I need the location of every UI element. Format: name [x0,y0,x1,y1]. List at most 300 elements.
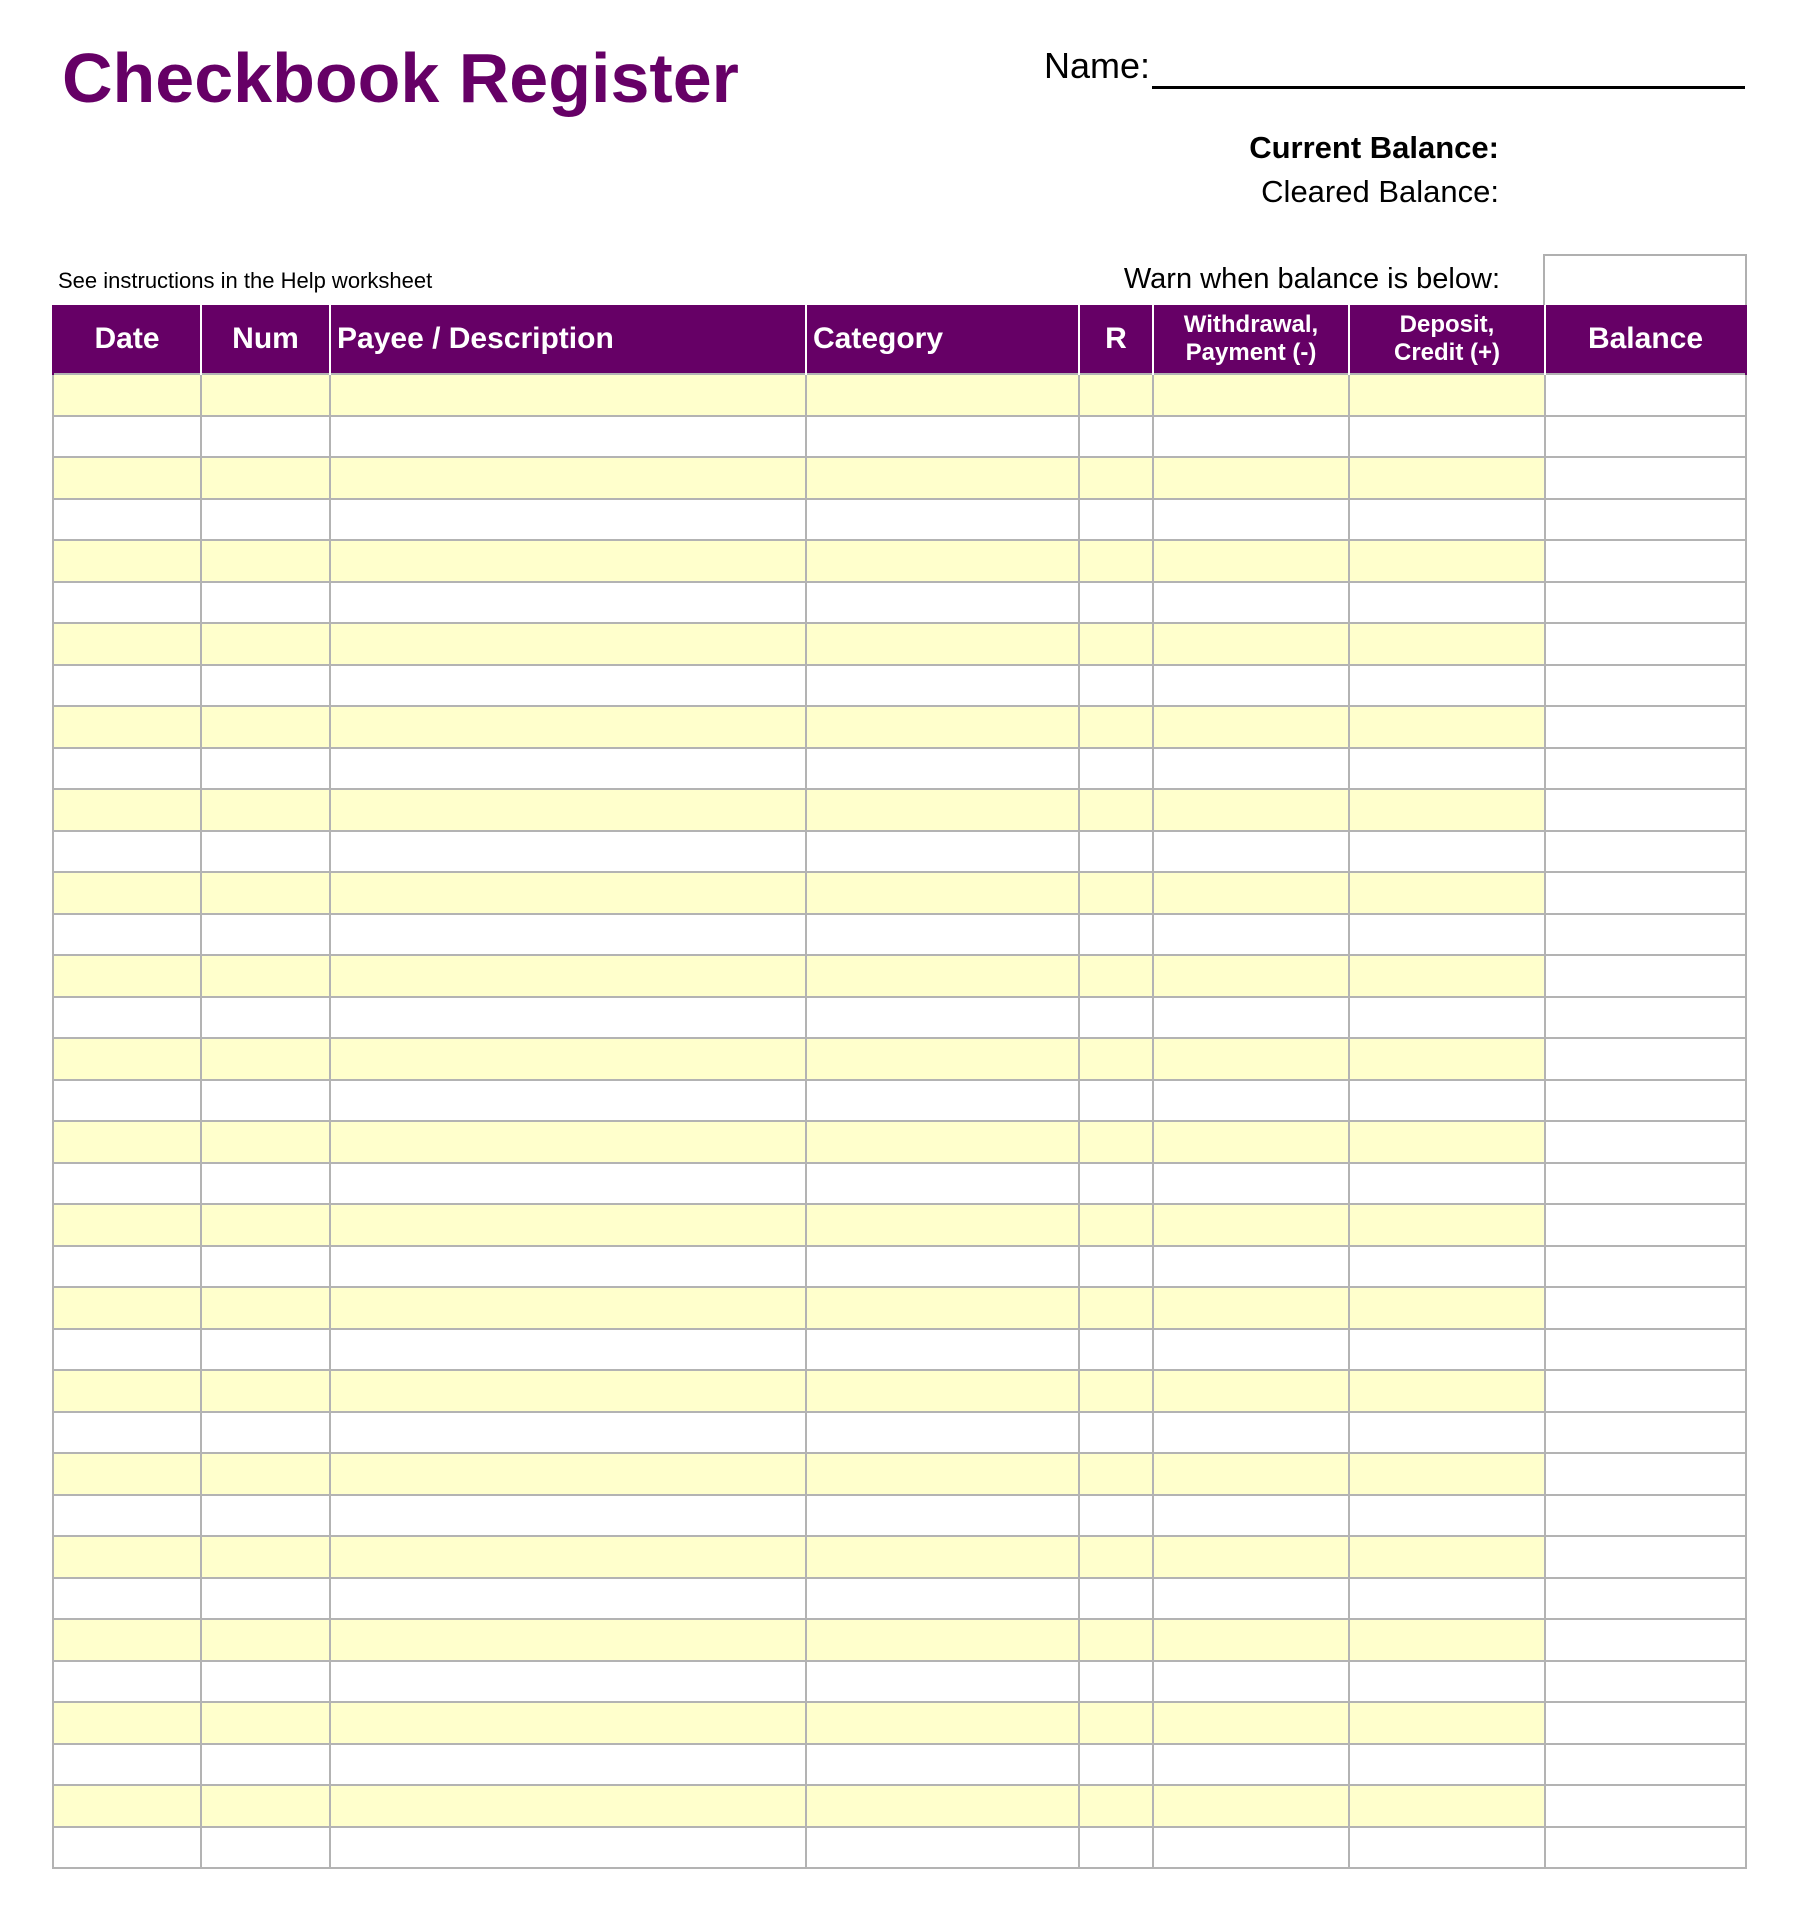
num-cell[interactable] [201,457,330,499]
withdrawal-cell[interactable] [1153,1453,1349,1495]
r-cell[interactable] [1079,1619,1153,1661]
deposit-cell[interactable] [1349,1702,1545,1744]
num-cell[interactable] [201,1204,330,1246]
table-row [53,914,1746,956]
deposit-cell[interactable] [1349,1827,1545,1869]
payee-cell[interactable] [330,1163,806,1205]
date-cell[interactable] [53,1412,201,1454]
r-cell[interactable] [1079,914,1153,956]
num-cell[interactable] [201,416,330,458]
date-cell[interactable] [53,1121,201,1163]
num-cell[interactable] [201,1785,330,1827]
deposit-cell[interactable] [1349,1163,1545,1205]
table-row [53,1370,1746,1412]
category-cell[interactable] [806,1744,1079,1786]
num-cell[interactable] [201,499,330,541]
withdrawal-cell[interactable] [1153,789,1349,831]
payee-cell[interactable] [330,1702,806,1744]
category-cell[interactable] [806,1495,1079,1537]
name-field[interactable] [1152,86,1745,89]
date-cell[interactable] [53,1204,201,1246]
register-body [53,374,1746,1868]
payee-cell[interactable] [330,623,806,665]
table-row [53,1536,1746,1578]
num-cell[interactable] [201,1536,330,1578]
r-cell[interactable] [1079,1204,1153,1246]
warn-balance-label: Warn when balance is below: [1123,263,1500,295]
date-cell[interactable] [53,1495,201,1537]
balance-cell [1545,748,1746,790]
date-cell[interactable] [53,499,201,541]
payee-cell[interactable] [330,1495,806,1537]
date-cell[interactable] [53,665,201,707]
payee-cell[interactable] [330,1661,806,1703]
num-cell[interactable] [201,1744,330,1786]
balance-cell [1545,706,1746,748]
category-cell[interactable] [806,914,1079,956]
r-cell[interactable] [1079,1329,1153,1371]
withdrawal-cell[interactable] [1153,955,1349,997]
payee-cell[interactable] [330,499,806,541]
date-cell[interactable] [53,997,201,1039]
deposit-cell[interactable] [1349,1329,1545,1371]
category-cell[interactable] [806,1163,1079,1205]
payee-cell[interactable] [330,540,806,582]
category-cell[interactable] [806,1578,1079,1620]
withdrawal-cell[interactable] [1153,1619,1349,1661]
category-cell[interactable] [806,1038,1079,1080]
category-cell[interactable] [806,540,1079,582]
deposit-cell[interactable] [1349,872,1545,914]
category-cell[interactable] [806,1412,1079,1454]
withdrawal-cell[interactable] [1153,1204,1349,1246]
withdrawal-cell[interactable] [1153,1412,1349,1454]
table-row [53,706,1746,748]
date-cell[interactable] [53,1080,201,1122]
r-cell[interactable] [1079,1495,1153,1537]
current-balance-label: Current Balance: [1249,130,1499,165]
withdrawal-cell[interactable] [1153,416,1349,458]
deposit-header-line2: Credit (+) [1393,339,1500,366]
balance-cell [1545,416,1746,458]
r-cell[interactable] [1079,1702,1153,1744]
withdrawal-cell[interactable] [1153,706,1349,748]
deposit-cell[interactable] [1349,1080,1545,1122]
balance-cell [1545,1744,1746,1786]
date-cell[interactable] [53,706,201,748]
withdrawal-cell[interactable] [1153,1702,1349,1744]
num-cell[interactable] [201,914,330,956]
date-cell[interactable] [53,1163,201,1205]
num-cell[interactable] [201,789,330,831]
r-cell[interactable] [1079,1370,1153,1412]
table-row [53,1204,1746,1246]
withdrawal-cell[interactable] [1153,665,1349,707]
deposit-cell[interactable] [1349,1661,1545,1703]
date-cell[interactable] [53,1744,201,1786]
date-cell[interactable] [53,623,201,665]
num-cell[interactable] [201,374,330,416]
payee-cell[interactable] [330,1827,806,1869]
payee-cell[interactable] [330,1204,806,1246]
withdrawal-cell[interactable] [1153,1246,1349,1288]
deposit-cell[interactable] [1349,457,1545,499]
payee-cell[interactable] [330,706,806,748]
category-cell[interactable] [806,582,1079,624]
balance-cell [1545,789,1746,831]
r-cell[interactable] [1079,1578,1153,1620]
deposit-cell[interactable] [1349,748,1545,790]
withdrawal-cell[interactable] [1153,1370,1349,1412]
withdrawal-cell[interactable] [1153,582,1349,624]
r-cell[interactable] [1079,1785,1153,1827]
num-cell[interactable] [201,582,330,624]
num-cell[interactable] [201,1038,330,1080]
r-cell[interactable] [1079,582,1153,624]
deposit-cell[interactable] [1349,831,1545,873]
num-cell[interactable] [201,831,330,873]
page-title: Checkbook Register [62,39,739,117]
num-cell[interactable] [201,1453,330,1495]
payee-cell[interactable] [330,1536,806,1578]
date-cell[interactable] [53,1827,201,1869]
payee-cell[interactable] [330,831,806,873]
num-cell[interactable] [201,706,330,748]
payee-cell[interactable] [330,1329,806,1371]
date-cell[interactable] [53,914,201,956]
deposit-cell[interactable] [1349,1246,1545,1288]
category-cell[interactable] [806,1370,1079,1412]
date-cell[interactable] [53,1246,201,1288]
payee-cell[interactable] [330,1744,806,1786]
num-cell[interactable] [201,872,330,914]
r-cell[interactable] [1079,1453,1153,1495]
deposit-cell[interactable] [1349,540,1545,582]
r-cell[interactable] [1079,374,1153,416]
balance-cell [1545,914,1746,956]
deposit-cell[interactable] [1349,789,1545,831]
withdrawal-cell[interactable] [1153,1080,1349,1122]
deposit-cell[interactable] [1349,1204,1545,1246]
deposit-cell[interactable] [1349,1038,1545,1080]
deposit-cell[interactable] [1349,1121,1545,1163]
withdrawal-cell[interactable] [1153,872,1349,914]
withdrawal-cell[interactable] [1153,1744,1349,1786]
deposit-cell[interactable] [1349,1536,1545,1578]
category-cell[interactable] [806,416,1079,458]
balance-cell [1545,872,1746,914]
date-cell[interactable] [53,955,201,997]
deposit-cell[interactable] [1349,623,1545,665]
r-cell[interactable] [1079,872,1153,914]
r-cell[interactable] [1079,1536,1153,1578]
deposit-cell[interactable] [1349,997,1545,1039]
num-cell[interactable] [201,1578,330,1620]
date-cell[interactable] [53,1329,201,1371]
table-row [53,623,1746,665]
table-row [53,1744,1746,1786]
deposit-cell[interactable] [1349,582,1545,624]
category-cell[interactable] [806,1536,1079,1578]
deposit-cell[interactable] [1349,1785,1545,1827]
payee-cell[interactable] [330,1370,806,1412]
withdrawal-cell[interactable] [1153,914,1349,956]
num-cell[interactable] [201,623,330,665]
date-cell[interactable] [53,1536,201,1578]
withdrawal-cell[interactable] [1153,1163,1349,1205]
category-cell[interactable] [806,1785,1079,1827]
category-cell[interactable] [806,1702,1079,1744]
table-row [53,997,1746,1039]
category-cell[interactable] [806,831,1079,873]
column-header-category: Category [806,305,1079,374]
r-cell[interactable] [1079,1744,1153,1786]
num-cell[interactable] [201,955,330,997]
withdrawal-cell[interactable] [1153,831,1349,873]
withdrawal-cell[interactable] [1153,997,1349,1039]
date-cell[interactable] [53,416,201,458]
date-cell[interactable] [53,582,201,624]
payee-cell[interactable] [330,374,806,416]
category-cell[interactable] [806,623,1079,665]
num-cell[interactable] [201,1163,330,1205]
withdrawal-cell[interactable] [1153,457,1349,499]
deposit-cell[interactable] [1349,706,1545,748]
withdrawal-cell[interactable] [1153,1827,1349,1869]
date-cell[interactable] [53,1578,201,1620]
r-cell[interactable] [1079,499,1153,541]
payee-cell[interactable] [330,1453,806,1495]
category-cell[interactable] [806,1287,1079,1329]
date-cell[interactable] [53,540,201,582]
category-cell[interactable] [806,1661,1079,1703]
date-cell[interactable] [53,457,201,499]
payee-cell[interactable] [330,914,806,956]
date-cell[interactable] [53,1370,201,1412]
deposit-cell[interactable] [1349,416,1545,458]
num-cell[interactable] [201,1080,330,1122]
date-cell[interactable] [53,1453,201,1495]
category-cell[interactable] [806,665,1079,707]
category-cell[interactable] [806,997,1079,1039]
withdrawal-cell[interactable] [1153,1038,1349,1080]
deposit-cell[interactable] [1349,1412,1545,1454]
payee-cell[interactable] [330,955,806,997]
num-cell[interactable] [201,748,330,790]
withdrawal-cell[interactable] [1153,1287,1349,1329]
r-cell[interactable] [1079,748,1153,790]
date-cell[interactable] [53,1702,201,1744]
num-cell[interactable] [201,997,330,1039]
withdrawal-cell[interactable] [1153,1661,1349,1703]
payee-cell[interactable] [330,1412,806,1454]
table-row [53,457,1746,499]
num-cell[interactable] [201,1661,330,1703]
table-row [53,582,1746,624]
deposit-cell[interactable] [1349,914,1545,956]
num-cell[interactable] [201,1495,330,1537]
r-cell[interactable] [1079,416,1153,458]
deposit-cell[interactable] [1349,1453,1545,1495]
date-cell[interactable] [53,1038,201,1080]
r-cell[interactable] [1079,831,1153,873]
payee-cell[interactable] [330,1619,806,1661]
r-cell[interactable] [1079,1661,1153,1703]
payee-cell[interactable] [330,997,806,1039]
r-cell[interactable] [1079,789,1153,831]
category-cell[interactable] [806,872,1079,914]
withdrawal-cell[interactable] [1153,1495,1349,1537]
withdrawal-cell[interactable] [1153,623,1349,665]
payee-cell[interactable] [330,1578,806,1620]
num-cell[interactable] [201,1329,330,1371]
date-cell[interactable] [53,1619,201,1661]
num-cell[interactable] [201,1370,330,1412]
r-cell[interactable] [1079,955,1153,997]
withdrawal-cell[interactable] [1153,1578,1349,1620]
date-cell[interactable] [53,748,201,790]
payee-cell[interactable] [330,748,806,790]
withdrawal-cell[interactable] [1153,499,1349,541]
category-cell[interactable] [806,499,1079,541]
r-cell[interactable] [1079,665,1153,707]
category-cell[interactable] [806,1827,1079,1869]
category-cell[interactable] [806,789,1079,831]
deposit-cell[interactable] [1349,1619,1545,1661]
withdrawal-cell[interactable] [1153,1785,1349,1827]
deposit-cell[interactable] [1349,1370,1545,1412]
payee-cell[interactable] [330,1121,806,1163]
r-cell[interactable] [1079,457,1153,499]
deposit-cell[interactable] [1349,374,1545,416]
category-cell[interactable] [806,1121,1079,1163]
r-cell[interactable] [1079,1121,1153,1163]
r-cell[interactable] [1079,1246,1153,1288]
r-cell[interactable] [1079,997,1153,1039]
num-cell[interactable] [201,665,330,707]
category-cell[interactable] [806,955,1079,997]
category-cell[interactable] [806,1329,1079,1371]
category-cell[interactable] [806,374,1079,416]
table-row [53,1661,1746,1703]
deposit-cell[interactable] [1349,1287,1545,1329]
payee-cell[interactable] [330,789,806,831]
date-cell[interactable] [53,872,201,914]
withdrawal-cell[interactable] [1153,1121,1349,1163]
balance-cell [1545,665,1746,707]
deposit-cell[interactable] [1349,665,1545,707]
date-cell[interactable] [53,374,201,416]
warn-balance-input[interactable] [1543,254,1747,308]
r-cell[interactable] [1079,1827,1153,1869]
cleared-balance-label: Cleared Balance: [1261,174,1499,209]
payee-cell[interactable] [330,1080,806,1122]
table-row [53,1412,1746,1454]
r-cell[interactable] [1079,1163,1153,1205]
category-cell[interactable] [806,1453,1079,1495]
table-row [53,1578,1746,1620]
balance-cell [1545,1495,1746,1537]
withdrawal-cell[interactable] [1153,540,1349,582]
date-cell[interactable] [53,1785,201,1827]
num-cell[interactable] [201,1827,330,1869]
deposit-cell[interactable] [1349,1744,1545,1786]
num-cell[interactable] [201,1246,330,1288]
withdrawal-cell[interactable] [1153,748,1349,790]
date-cell[interactable] [53,789,201,831]
withdrawal-cell[interactable] [1153,1329,1349,1371]
balance-cell [1545,374,1746,416]
balance-cell [1545,1329,1746,1371]
num-cell[interactable] [201,540,330,582]
deposit-cell[interactable] [1349,499,1545,541]
date-cell[interactable] [53,831,201,873]
r-cell[interactable] [1079,1412,1153,1454]
column-header-balance: Balance [1545,305,1746,374]
num-cell[interactable] [201,1412,330,1454]
balance-cell [1545,1121,1746,1163]
deposit-cell[interactable] [1349,1495,1545,1537]
date-cell[interactable] [53,1287,201,1329]
num-cell[interactable] [201,1619,330,1661]
payee-cell[interactable] [330,1785,806,1827]
date-cell[interactable] [53,1661,201,1703]
payee-cell[interactable] [330,1287,806,1329]
table-row [53,1121,1746,1163]
r-cell[interactable] [1079,706,1153,748]
category-cell[interactable] [806,706,1079,748]
payee-cell[interactable] [330,457,806,499]
category-cell[interactable] [806,748,1079,790]
deposit-cell[interactable] [1349,955,1545,997]
payee-cell[interactable] [330,1038,806,1080]
r-cell[interactable] [1079,1038,1153,1080]
category-cell[interactable] [806,1619,1079,1661]
balance-cell [1545,1661,1746,1703]
payee-cell[interactable] [330,582,806,624]
category-cell[interactable] [806,1204,1079,1246]
column-header-num: Num [201,305,330,374]
payee-cell[interactable] [330,665,806,707]
payee-cell[interactable] [330,1246,806,1288]
deposit-cell[interactable] [1349,1578,1545,1620]
category-cell[interactable] [806,1080,1079,1122]
name-label: Name: [1044,45,1151,86]
column-header-payee: Payee / Description [330,305,806,374]
withdrawal-cell[interactable] [1153,374,1349,416]
num-cell[interactable] [201,1121,330,1163]
table-row [53,1163,1746,1205]
r-cell[interactable] [1079,1080,1153,1122]
table-row [53,1785,1746,1827]
r-cell[interactable] [1079,540,1153,582]
payee-cell[interactable] [330,416,806,458]
num-cell[interactable] [201,1287,330,1329]
withdrawal-cell[interactable] [1153,1536,1349,1578]
balance-cell [1545,955,1746,997]
balance-cell [1545,1578,1746,1620]
r-cell[interactable] [1079,623,1153,665]
table-row [53,1827,1746,1869]
category-cell[interactable] [806,1246,1079,1288]
num-cell[interactable] [201,1702,330,1744]
r-cell[interactable] [1079,1287,1153,1329]
payee-cell[interactable] [330,872,806,914]
category-cell[interactable] [806,457,1079,499]
table-row [53,789,1746,831]
table-row [53,1619,1746,1661]
balance-cell [1545,1246,1746,1288]
